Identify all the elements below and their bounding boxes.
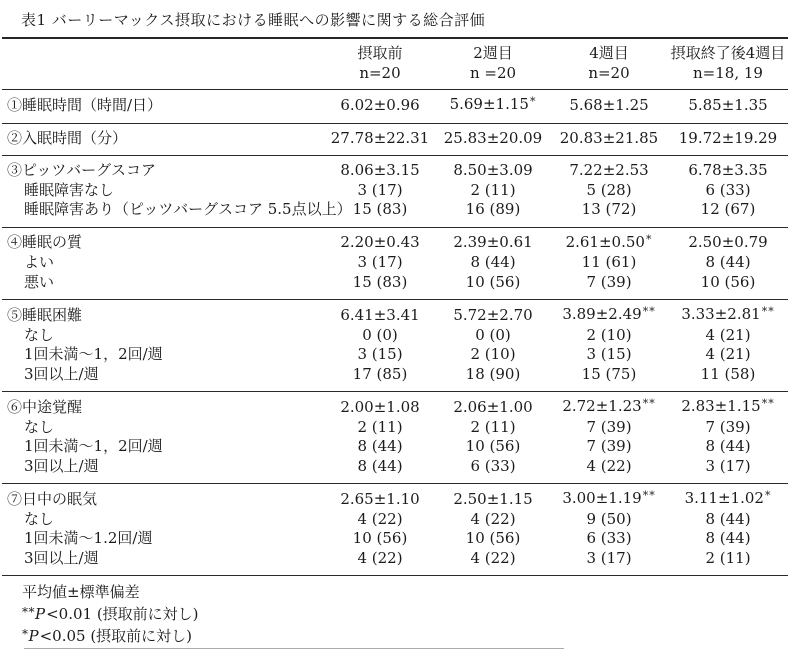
cell-value: 4 (21) [705, 345, 751, 363]
significance-asterisk: ** [642, 305, 656, 318]
cell-value: 15 (75) [581, 364, 637, 383]
column-period-label: 摂取前 [357, 44, 403, 62]
table-row [2, 418, 788, 438]
significance-asterisk: * [22, 627, 29, 641]
footnote-line [22, 604, 790, 627]
significance-asterisk: ** [642, 397, 656, 410]
table-row [2, 437, 788, 457]
cell-value: 8 (44) [357, 437, 403, 455]
value-text: 5.69±1.15 [449, 95, 529, 113]
cell-value: 18 (90) [465, 364, 521, 383]
cell-value [550, 227, 668, 253]
section-2 [2, 123, 788, 156]
cell-value: 5.85±1.35 [688, 95, 768, 114]
column-header-2 [436, 38, 550, 90]
value-text: 2.61±0.50 [565, 232, 645, 251]
column-period-label: 摂取終了後4週目 [670, 44, 786, 62]
row-label: なし [24, 325, 55, 344]
cell-value: 16 (89) [465, 200, 521, 218]
cell-value [436, 90, 550, 124]
significance-asterisk: ** [761, 397, 775, 410]
cell-value: 17 (85) [352, 364, 408, 383]
row-label: 睡眠障害なし [24, 180, 115, 199]
cell-value: 27.78±22.31 [330, 128, 430, 147]
row-label: ⑥中途覚醒 [7, 397, 83, 416]
cell-value [668, 392, 788, 418]
cell-value: 3 (15) [586, 345, 632, 363]
cell-value: 2 (11) [470, 417, 516, 436]
row-label: ⑤睡眠困難 [7, 305, 83, 324]
cell-value [550, 484, 668, 510]
cell-value: 7 (39) [586, 437, 632, 455]
table-row [2, 365, 788, 392]
column-n-label: n=18, 19 [693, 64, 763, 82]
cell-value: 4 (22) [470, 548, 516, 567]
row-label: ①睡眠時間（時間/日） [7, 95, 163, 114]
table-row [2, 123, 788, 156]
cell-value: 0 (0) [475, 325, 511, 344]
cell-value: 4 (22) [357, 509, 403, 528]
cell-value: 2 (11) [357, 417, 403, 436]
value-text: 3.33±2.81 [681, 305, 761, 323]
row-label: ⑦日中の眠気 [7, 489, 98, 508]
cell-value: 2.50±0.79 [688, 233, 768, 251]
cell-value: 8 (44) [470, 253, 516, 271]
row-label: ④睡眠の質 [7, 233, 83, 251]
cell-value: 8 (44) [705, 437, 751, 455]
cell-value: 8.50±3.09 [453, 161, 533, 179]
value-text: 3.00±1.19 [562, 489, 642, 507]
section-5 [2, 300, 788, 392]
table-row [2, 529, 788, 549]
footnote-line [22, 582, 790, 604]
column-header-4 [668, 38, 788, 90]
table-row [2, 484, 788, 510]
footnote-line [22, 626, 790, 649]
table-row [2, 345, 788, 365]
cell-value: 2.06±1.00 [453, 397, 533, 416]
cell-value: 5 (28) [586, 180, 632, 199]
cell-value: 3 (17) [586, 548, 632, 567]
cell-value: 4 (22) [357, 548, 403, 567]
cell-value: 2.50±1.15 [453, 489, 533, 508]
footnote-text: 平均値±標準偏差 [22, 583, 140, 601]
table-row [2, 181, 788, 201]
cell-value: 6.78±3.35 [688, 161, 768, 179]
cell-value: 3 (17) [357, 180, 403, 199]
cell-value: 11 (58) [700, 364, 756, 383]
significance-asterisk: * [645, 232, 653, 246]
significance-asterisk: * [764, 489, 772, 502]
cell-value: 8.06±3.15 [340, 161, 420, 179]
cell-value: 7 (39) [586, 272, 632, 291]
cell-value: 2.00±1.08 [340, 397, 420, 416]
row-label: ③ピッツバーグスコア [7, 161, 156, 179]
footnote-text: <0.05 (摂取前に対し) [39, 627, 193, 645]
cell-value: 2 (10) [586, 325, 632, 344]
results-table [2, 37, 788, 576]
row-label: 3回以上/週 [24, 548, 99, 567]
section-1 [2, 90, 788, 124]
row-label: 1回未満～1.2回/週 [24, 529, 153, 547]
cell-value: 10 (56) [465, 272, 521, 291]
table-title: 表1 バーリーマックス摂取における睡眠への影響に関する総合評価 [21, 11, 486, 29]
column-period-label: 4週目 [589, 44, 629, 62]
cell-value: 7 (39) [586, 417, 632, 436]
table-row [2, 326, 788, 346]
row-label: ②入眠時間（分） [7, 128, 128, 147]
p-symbol: P [28, 627, 39, 645]
column-n-label: n=20 [588, 64, 630, 82]
cell-value: 10 (56) [465, 437, 521, 455]
cell-value: 4 (21) [705, 325, 751, 344]
table-row [2, 200, 788, 227]
table-header [2, 38, 788, 90]
row-label: 1回未満～1，2回/週 [24, 437, 163, 455]
section-3 [2, 156, 788, 228]
cell-value: 6.02±0.96 [340, 95, 420, 114]
cell-value: 6 (33) [470, 456, 516, 475]
table-row [2, 273, 788, 300]
cell-value: 6 (33) [586, 529, 632, 547]
table-row [2, 549, 788, 576]
table-row [2, 300, 788, 326]
row-label: 睡眠障害あり（ピッツバーグスコア 5.5点以上） [24, 200, 352, 218]
cell-value: 19.72±19.29 [678, 128, 778, 147]
row-label: よい [24, 253, 55, 271]
cell-value: 7.22±2.53 [569, 161, 649, 179]
cell-value: 2 (11) [705, 548, 751, 567]
significance-asterisk: ** [22, 604, 35, 619]
cell-value: 8 (44) [705, 529, 751, 547]
cell-value: 4 (22) [470, 509, 516, 528]
cell-value: 5.72±2.70 [453, 305, 533, 324]
column-period-label: 2週目 [473, 44, 513, 62]
cell-value: 2.65±1.10 [340, 489, 420, 508]
column-n-label: n=20 [359, 64, 401, 82]
cell-value: 8 (44) [705, 509, 751, 528]
table-row [2, 510, 788, 530]
cell-value: 4 (22) [586, 456, 632, 475]
cell-value: 9 (50) [586, 509, 632, 528]
cell-value: 12 (67) [700, 200, 756, 218]
cell-value: 2.39±0.61 [453, 233, 533, 251]
cell-value: 11 (61) [581, 253, 637, 271]
cell-value [668, 484, 788, 510]
cell-value: 10 (56) [352, 529, 408, 547]
p-symbol: P [35, 604, 46, 623]
cell-value: 15 (83) [352, 272, 408, 291]
value-text: 3.89±2.49 [562, 305, 642, 323]
row-label: 1回未満～1，2回/週 [24, 345, 163, 363]
cell-value: 2.20±0.43 [340, 233, 420, 251]
table-row [2, 457, 788, 484]
cell-value: 20.83±21.85 [559, 128, 659, 147]
cell-value: 3 (17) [705, 456, 751, 475]
cell-value: 6 (33) [705, 180, 751, 199]
cell-value [550, 300, 668, 326]
table-row [2, 156, 788, 181]
row-label: 3回以上/週 [24, 364, 99, 383]
cell-value: 2 (10) [470, 345, 516, 363]
footnote-text: <0.01 (摂取前に対し) [46, 604, 199, 623]
section-4 [2, 227, 788, 300]
significance-asterisk: ** [642, 489, 656, 502]
cell-value: 8 (44) [705, 253, 751, 271]
row-label: なし [24, 509, 55, 528]
header-row [2, 38, 788, 90]
cell-value: 0 (0) [362, 325, 398, 344]
header-spacer [2, 38, 324, 90]
column-header-3 [550, 38, 668, 90]
value-text: 2.83±1.15 [681, 397, 761, 415]
row-label: なし [24, 417, 55, 436]
table-row [2, 227, 788, 253]
section-6 [2, 392, 788, 484]
row-label: 悪い [24, 272, 55, 291]
cell-value [550, 392, 668, 418]
cell-value: 15 (83) [352, 200, 408, 218]
significance-asterisk: * [529, 95, 537, 108]
table-row [2, 392, 788, 418]
table-row [2, 253, 788, 273]
significance-asterisk: ** [761, 305, 775, 318]
cell-value: 8 (44) [357, 456, 403, 475]
table-row [2, 90, 788, 124]
cell-value: 10 (56) [465, 529, 521, 547]
cell-value [668, 300, 788, 326]
cell-value: 3 (15) [357, 345, 403, 363]
column-n-label: n =20 [469, 64, 517, 82]
footnotes [22, 582, 790, 649]
cell-value: 3 (17) [357, 253, 403, 271]
cell-value: 10 (56) [700, 272, 756, 291]
cell-value: 6.41±3.41 [340, 305, 420, 324]
cell-value: 5.68±1.25 [569, 95, 649, 114]
cell-value: 25.83±20.09 [443, 128, 543, 147]
cell-value: 2 (11) [470, 180, 516, 199]
cell-value: 13 (72) [581, 200, 637, 218]
cell-value: 7 (39) [705, 417, 751, 436]
value-text: 2.72±1.23 [562, 397, 642, 415]
value-text: 3.11±1.02 [684, 489, 764, 507]
column-header-1 [324, 38, 436, 90]
row-label: 3回以上/週 [24, 456, 99, 475]
section-7 [2, 484, 788, 576]
